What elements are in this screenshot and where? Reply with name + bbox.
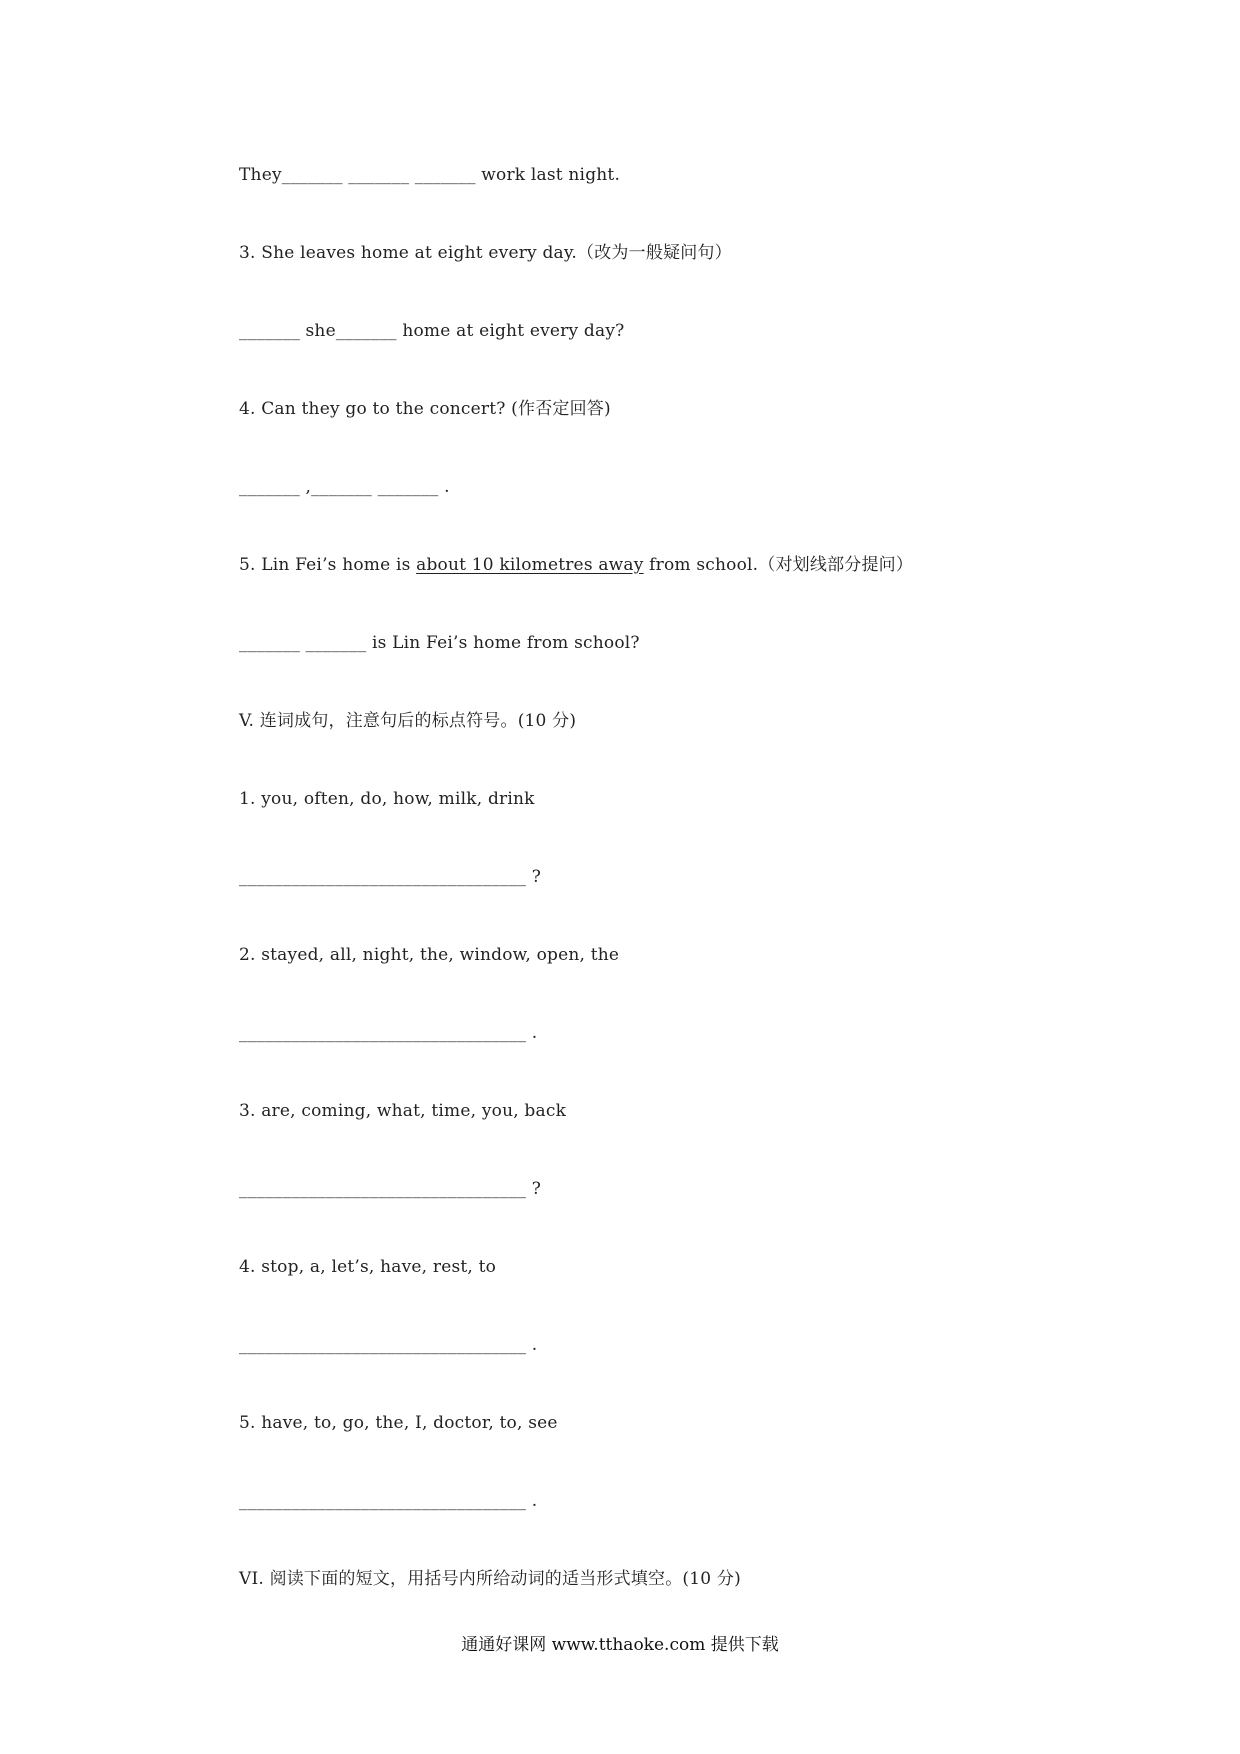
page-footer: 通通好课网 www.tthaoke.com 提供下载 (461, 1635, 779, 1655)
question-5-answer-blanks: _______ _______ is Lin Fei’s home from school? (239, 633, 640, 653)
question-3-prompt: 3. She leaves home at eight every day.（改为一般疑问句） (239, 243, 732, 263)
question-5-text-after: from school.（对划线部分提问） (643, 555, 914, 575)
question-5-text-before: 5. Lin Fei’s home is (239, 555, 417, 575)
question-5-prompt (239, 554, 913, 576)
section-v-item-4-answer: _________________________________ . (239, 1335, 538, 1355)
section-v-item-3: 3. are, coming, what, time, you, back (239, 1101, 567, 1121)
section-vi-heading: VI. 阅读下面的短文，用括号内所给动词的适当形式填空。(10 分) (239, 1569, 741, 1589)
question-5-underlined-phrase: about 10 kilometres away (416, 555, 644, 575)
section-v-heading: V. 连词成句，注意句后的标点符号。(10 分) (239, 711, 577, 731)
section-v-item-1: 1. you, often, do, how, milk, drink (239, 789, 535, 809)
section-v-item-2: 2. stayed, all, night, the, window, open, the (239, 945, 620, 965)
section-v-item-5: 5. have, to, go, the, I, doctor, to, see (239, 1413, 558, 1433)
section-v-item-4: 4. stop, a, let’s, have, rest, to (239, 1257, 497, 1277)
question-4-prompt: 4. Can they go to the concert? (作否定回答) (239, 399, 611, 419)
text-line-they-blanks: They_______ _______ _______ work last night. (239, 165, 621, 185)
section-v-item-1-answer: _________________________________ ? (239, 867, 542, 887)
question-3-answer-blanks: _______ she_______ home at eight every day? (239, 321, 625, 341)
section-v-item-5-answer: _________________________________ . (239, 1491, 538, 1511)
question-4-answer-blanks: _______ ,_______ _______ . (239, 477, 450, 497)
section-v-item-2-answer: _________________________________ . (239, 1023, 538, 1043)
section-v-item-3-answer: _________________________________ ? (239, 1179, 542, 1199)
